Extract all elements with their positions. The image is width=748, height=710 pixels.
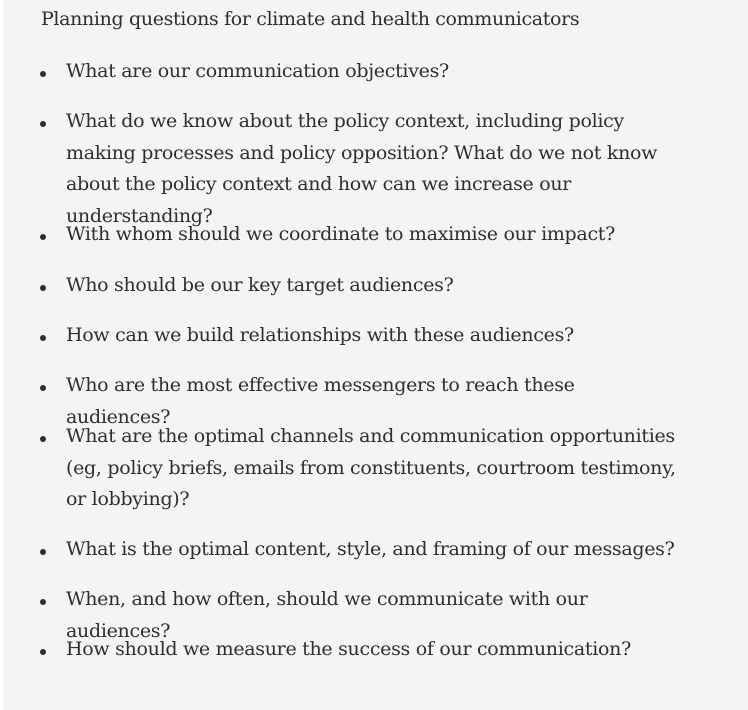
question-text: How can we build relationships with these audiences? xyxy=(66,324,574,346)
question-text: What do we know about the policy context, including policy making processes and policy opposition? What do we not know about the policy context and how can we increase our understanding? xyxy=(66,110,658,227)
question-text: How should we measure the success of our communication? xyxy=(66,638,631,660)
bullet-icon xyxy=(40,436,46,442)
planning-questions-box xyxy=(3,0,748,710)
bullet-icon xyxy=(40,335,46,341)
bullet-icon xyxy=(40,121,46,127)
bullet-icon xyxy=(40,285,46,291)
bullet-icon xyxy=(40,234,46,240)
question-text: What are the optimal channels and communication opportunities (eg, policy briefs, emails from constituents, courtroom testimony, or lobbying)? xyxy=(66,425,676,510)
bullet-icon xyxy=(40,385,46,391)
box-title: Planning questions for climate and health communicators xyxy=(41,8,580,30)
bullet-icon xyxy=(40,599,46,605)
question-text: What is the optimal content, style, and framing of our messages? xyxy=(66,538,675,560)
question-text: What are our communication objectives? xyxy=(66,60,449,82)
bullet-icon xyxy=(40,649,46,655)
question-text: With whom should we coordinate to maximise our impact? xyxy=(66,223,616,245)
question-text: Who are the most effective messengers to reach these audiences? xyxy=(66,374,575,428)
question-text: Who should be our key target audiences? xyxy=(66,274,454,296)
question-text: When, and how often, should we communicate with our audiences? xyxy=(66,588,588,642)
bullet-icon xyxy=(40,549,46,555)
bullet-icon xyxy=(40,71,46,77)
